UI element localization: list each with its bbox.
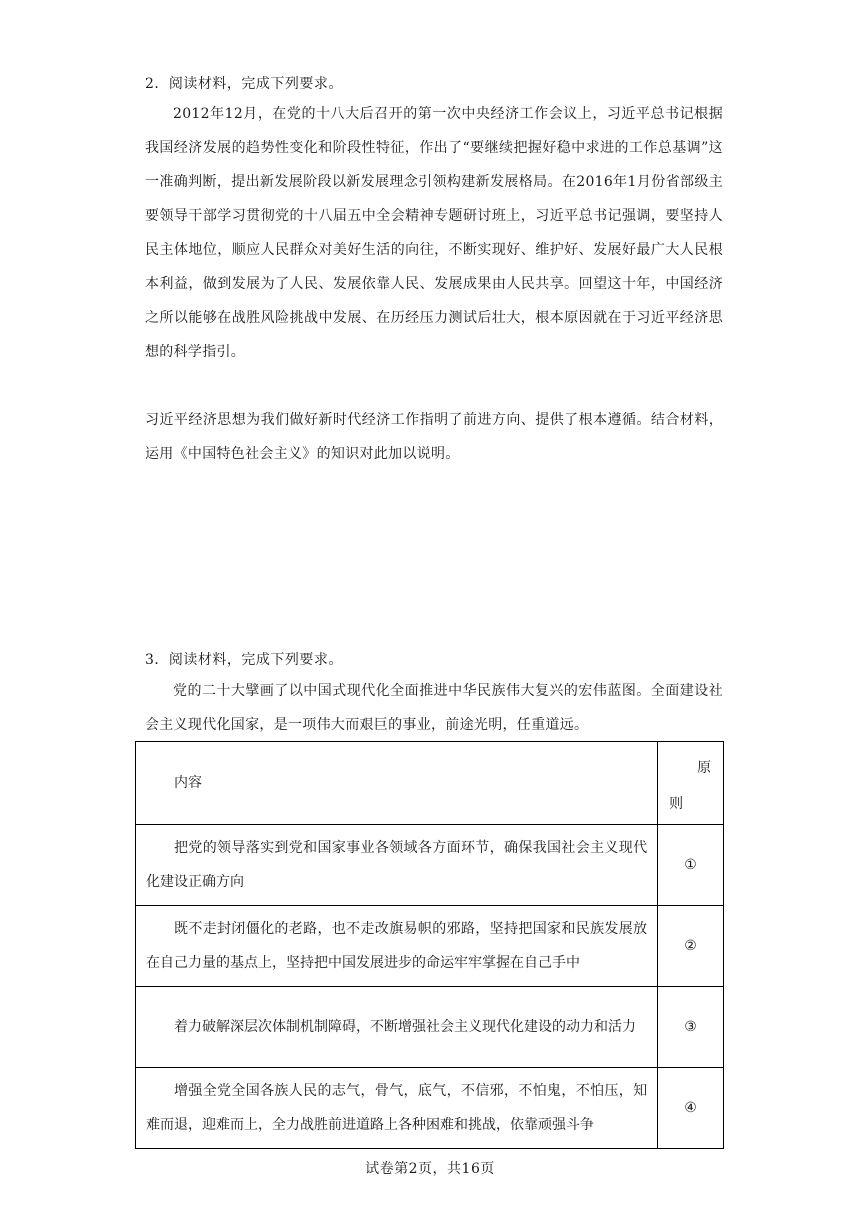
row-content-cell: 着力破解深层次体制机制障碍，不断增强社会主义现代化建设的动力和活力 bbox=[136, 987, 658, 1068]
row-mark-cell: ① bbox=[658, 825, 724, 906]
table-row bbox=[136, 825, 724, 906]
question-3-title: 3．阅读材料，完成下列要求。 bbox=[145, 652, 343, 668]
header-principle-cell bbox=[658, 742, 724, 825]
header-principle-char-2: 则 bbox=[669, 796, 684, 812]
question-2-prompt: 习近平经济思想为我们做好新时代经济工作指明了前进方向、提供了根本遵循。结合材料，运用《中国特色社会主义》的知识对此加以说明。 bbox=[145, 412, 723, 462]
principles-table bbox=[135, 741, 724, 1149]
row-content-cell: 既不走封闭僵化的老路，也不走改旗易帜的邪路，坚持把国家和民族发展放在自己力量的基点上，坚持把中国发展进步的命运牢牢掌握在自己手中 bbox=[136, 906, 658, 987]
question-2-title: 2．阅读材料，完成下列要求。 bbox=[145, 76, 343, 92]
row-mark-cell: ④ bbox=[658, 1068, 724, 1149]
table-header-row bbox=[136, 742, 724, 825]
table-row bbox=[136, 1068, 724, 1149]
row-mark-cell: ③ bbox=[658, 987, 724, 1068]
row-mark-cell: ② bbox=[658, 906, 724, 987]
table-row bbox=[136, 906, 724, 987]
row-content-cell: 把党的领导落实到党和国家事业各领域各方面环节，确保我国社会主义现代化建设正确方向 bbox=[136, 825, 658, 906]
row-content-cell: 增强全党全国各族人民的志气，骨气，底气，不信邪，不怕鬼，不怕压，知难而退，迎难而上，全力战胜前进道路上各种困难和挑战，依靠顽强斗争 bbox=[136, 1068, 658, 1149]
table-row bbox=[136, 987, 724, 1068]
question-3-material: 党的二十大擘画了以中国式现代化全面推进中华民族伟大复兴的宏伟蓝图。全面建设社会主义现代化国家，是一项伟大而艰巨的事业，前途光明，任重道远。 bbox=[145, 683, 723, 733]
question-2-material: 2012年12月，在党的十八大后召开的第一次中央经济工作会议上，习近平总书记根据我国经济发展的趋势性变化和阶段性特征，作出了“要继续把握好稳中求进的工作总基调”这一准确判断，提出新发展阶段以新发展理念引领构建新发展格局。在2016年1月份省部级主要领导干部学习贯彻党的十八届五中全会精神专题研讨班上，习近平总书记强调，要坚持人民主体地位，顺应人民群众对美好生活的向往，不断实现好、维护好、发展好最广大人民根本利益，做到发展为了人民、发展依靠人民、发展成果由人民共享。回望这十年，中国经济之所以能够在战胜风险挑战中发展、在历经压力测试后壮大，根本原因就在于习近平经济思想的科学指引。 bbox=[145, 106, 723, 360]
page-footer: 试卷第2页，共16页 bbox=[365, 1161, 495, 1177]
header-content-cell: 内容 bbox=[136, 742, 658, 825]
header-principle-char-1: 原 bbox=[697, 760, 712, 776]
